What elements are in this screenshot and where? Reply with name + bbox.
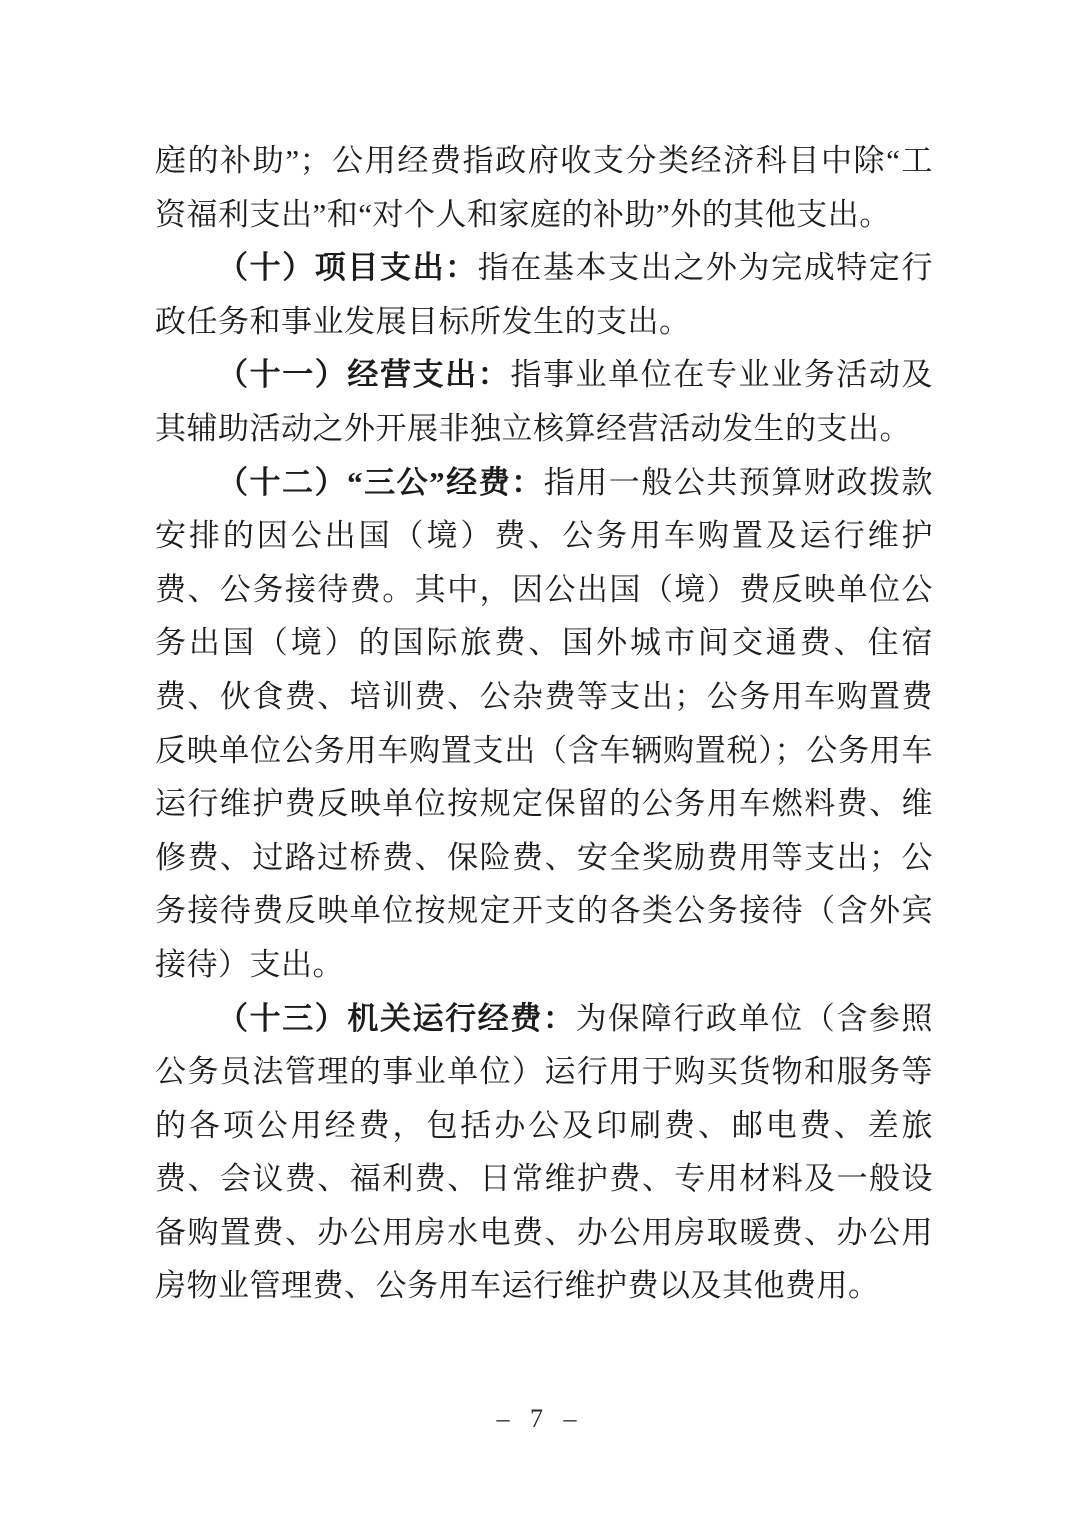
paragraph-continuation xyxy=(155,134,933,241)
paragraph-body: 指用一般公共预算财政拨款安排的因公出国（境）费、公务用车购置及运行维护费、公务接待费。其中，因公出国（境）费反映单位公务出国（境）的国际旅费、国外城市间交通费、住宿费、伙食费、培训费、公杂费等支出；公务用车购置费反映单位公务用车购置支出（含车辆购置税）；公务用车运行维护费反映单位按规定保留的公务用车燃料费、维修费、过路过桥费、保险费、安全奖励费用等支出；公务接待费反映单位按规定开支的各类公务接待（含外宾接待）支出。 xyxy=(155,464,933,982)
paragraph-item-13-agency-operating-funds xyxy=(155,992,933,1314)
paragraph-lead: （十）项目支出： xyxy=(217,250,478,286)
paragraph-item-10-project-expenditure xyxy=(155,241,933,348)
paragraph-item-12-three-public-funds xyxy=(155,456,933,992)
paragraph-body: 庭的补助”；公用经费指政府收支分类经济科目中除“工资福利支出”和“对个人和家庭的补助”外的其他支出。 xyxy=(155,143,933,232)
paragraph-item-11-operating-expenditure xyxy=(155,348,933,455)
document-text-block xyxy=(155,134,933,1313)
paragraph-body: 指在基本支出之外为完成特定行政任务和事业发展目标所发生的支出。 xyxy=(155,250,934,339)
paragraph-lead: （十一）经营支出： xyxy=(217,357,511,393)
paragraph-lead: （十三）机关运行经费： xyxy=(217,1000,576,1036)
page-number: – 7 – xyxy=(496,1404,579,1433)
paragraph-lead: （十二）“三公”经费： xyxy=(217,464,544,500)
paragraph-body: 指事业单位在专业业务活动及其辅助活动之外开展非独立核算经营活动发生的支出。 xyxy=(155,357,934,446)
paragraph-body: 为保障行政单位（含参照公务员法管理的事业单位）运行用于购买货物和服务等的各项公用经费，包括办公及印刷费、邮电费、差旅费、会议费、福利费、日常维护费、专用材料及一般设备购置费、办公用房水电费、办公用房取暖费、办公用房物业管理费、公务用车运行维护费以及其他费用。 xyxy=(155,1000,933,1304)
